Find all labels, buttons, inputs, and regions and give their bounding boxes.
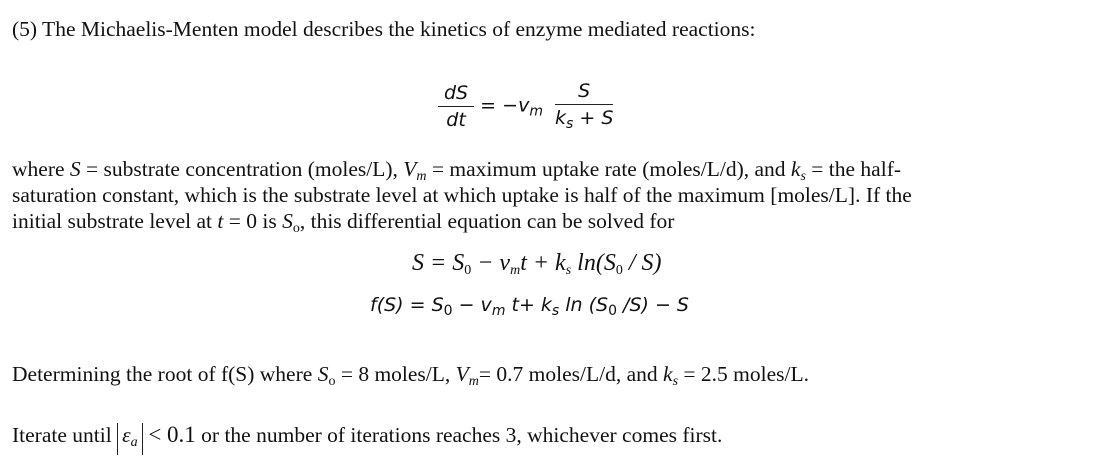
text: initial substrate level at <box>12 209 218 233</box>
sub: 0 <box>615 263 623 278</box>
text: = 2.5 moles/L. <box>678 362 809 386</box>
ks: k <box>555 107 567 129</box>
var-t: t <box>217 209 224 233</box>
var-v: V <box>455 362 469 386</box>
text: = 8 moles/L, <box>335 362 456 386</box>
sub-m: m <box>468 374 479 389</box>
part: − v <box>452 294 492 316</box>
differential-equation <box>438 80 613 132</box>
numerator: dS <box>438 82 474 107</box>
text: Determining the root of f(S) where <box>12 362 318 386</box>
sub: s <box>565 263 572 278</box>
root-function <box>370 294 689 319</box>
sub: 0 <box>464 263 472 278</box>
abs-error <box>117 423 142 455</box>
sub-o: o <box>292 221 300 236</box>
part: − v <box>471 250 511 276</box>
var-v: V <box>403 157 417 181</box>
tolerance: < 0.1 <box>142 422 196 447</box>
part: t + k <box>520 250 566 276</box>
var-s: S <box>69 157 81 181</box>
part: ln(S <box>571 250 616 276</box>
text: = maximum uptake rate (moles/L/d), and <box>426 157 791 181</box>
part: f(S) = S <box>370 294 444 316</box>
text: , this differential equation can be solved for <box>299 209 675 233</box>
solution-equation <box>412 250 662 279</box>
numerator: S <box>555 80 613 105</box>
part: ln (S <box>559 294 609 316</box>
text: Iterate until <box>12 423 118 447</box>
problem-intro: (5) The Michaelis-Menten model describes the kinetics of enzyme mediated reactions: <box>12 17 756 41</box>
sub-s: s <box>800 169 806 184</box>
sub: 0 <box>608 303 617 319</box>
vm-sub: m <box>529 103 543 120</box>
text: or the number of iterations reaches 3, whichever comes first. <box>195 423 723 447</box>
vm: v <box>518 94 530 117</box>
part: S = S <box>412 250 465 276</box>
var-k: k <box>790 157 801 181</box>
text: where <box>12 157 70 181</box>
sub: m <box>491 303 506 319</box>
plus-s: + S <box>579 107 614 129</box>
given-values <box>12 362 809 390</box>
sub-s: s <box>672 374 679 389</box>
sub-o: o <box>328 374 336 389</box>
text: = 0 is <box>223 209 283 233</box>
ks-sub: s <box>566 116 574 132</box>
denominator: dt <box>446 108 466 131</box>
equals-minus: = − <box>480 94 519 117</box>
part: /S) − S <box>617 294 689 316</box>
sub-a: a <box>130 435 138 450</box>
text: = substrate concentration (moles/L), <box>80 157 404 181</box>
part: t+ k <box>505 294 552 316</box>
sub-m: m <box>416 169 427 184</box>
sub: m <box>510 263 521 278</box>
epsilon: ε <box>122 423 131 447</box>
sub: 0 <box>443 303 453 319</box>
part: / S) <box>622 250 662 276</box>
var-s0: S <box>282 209 293 233</box>
definitions-line-1 <box>12 157 901 185</box>
var-k: k <box>663 362 673 386</box>
var-s: S <box>317 362 329 386</box>
sub: s <box>551 303 560 319</box>
definitions-line-3 <box>12 209 674 237</box>
iteration-criterion <box>12 422 722 455</box>
text: = the half- <box>805 157 902 181</box>
text: = 0.7 moles/L/d, and <box>478 362 664 386</box>
definitions-line-2: saturation constant, which is the substrate level at which uptake is half of the maximum [moles/L]. If the <box>12 183 912 207</box>
